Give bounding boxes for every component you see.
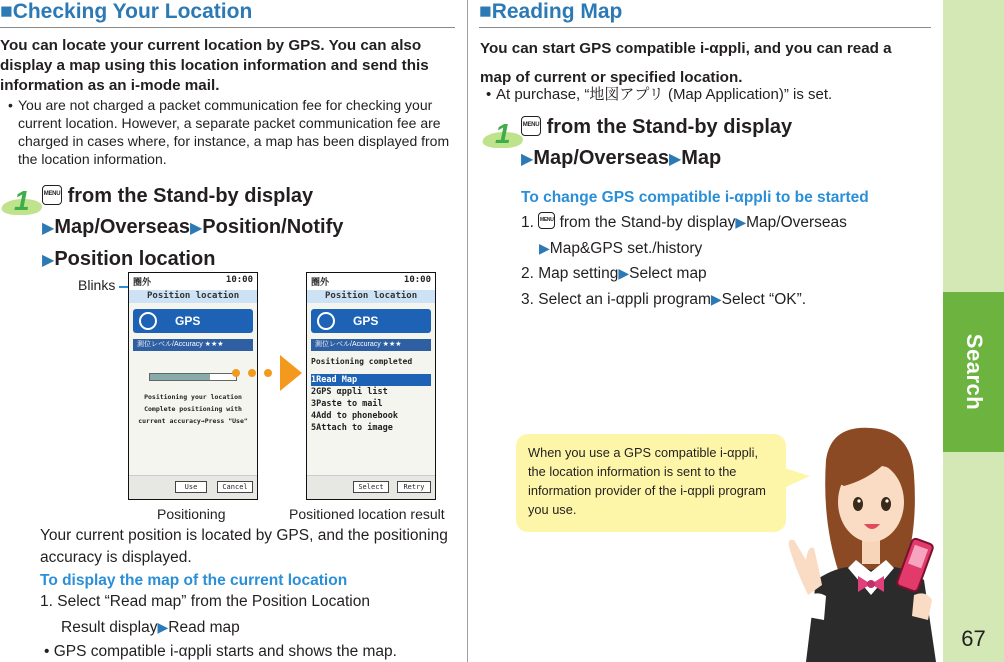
heading-square-icon: ■ xyxy=(0,0,13,23)
step-menu-position-location: Position location xyxy=(54,248,216,270)
phone-title-bar: Position location xyxy=(129,290,257,303)
select-softkey[interactable]: Select xyxy=(353,481,389,493)
section-tab-search[interactable] xyxy=(943,292,1004,452)
left-intro: You can locate your current location by GPS. You can also display a map using this location information and send this information as an i-mode mail. xyxy=(0,37,429,94)
step-menu-position-notify: Position/Notify xyxy=(202,216,344,238)
section-tab-label: Search xyxy=(961,333,987,411)
step-badge-left xyxy=(2,185,42,219)
step-line-1: from the Stand-by display xyxy=(546,116,793,138)
arrow-right-icon: ▶ xyxy=(710,290,722,307)
sub-step-2-select-map: Select map xyxy=(629,265,707,282)
heading-square-icon: ■ xyxy=(479,0,492,23)
msg-line-1: Positioning your location xyxy=(144,393,242,401)
msg-line-2: Complete positioning with xyxy=(144,405,242,413)
sub-step-1-read-map: Read map xyxy=(168,618,240,636)
bullet-dot-icon: • xyxy=(8,97,13,113)
sub-step-2-text: 2. Map setting xyxy=(521,265,619,282)
bullet-dot-icon: • xyxy=(486,86,492,103)
result-menu xyxy=(311,374,431,434)
cancel-softkey[interactable]: Cancel xyxy=(217,481,253,493)
blinks-label: Blinks xyxy=(78,277,116,293)
left-step-instructions xyxy=(42,181,462,276)
gps-banner-text: GPS xyxy=(353,314,379,328)
guide-character-illustration xyxy=(786,420,944,662)
menu-item-attach-to-image[interactable]: 5Attach to image xyxy=(311,423,393,433)
arrow-right-icon: ▶ xyxy=(189,220,203,237)
retry-softkey[interactable]: Retry xyxy=(397,481,431,493)
arrow-right-icon: ▶ xyxy=(668,151,682,168)
progress-fill xyxy=(150,374,210,380)
globe-icon xyxy=(139,312,157,330)
bullet-dot-icon: • xyxy=(44,643,54,660)
arrow-right-icon: ▶ xyxy=(539,239,550,256)
phone-screen-result xyxy=(306,272,436,500)
sub-step-1: 1. Select “Read map” from the Position Location xyxy=(40,593,370,610)
arrow-right-icon: ▶ xyxy=(157,618,169,635)
phone-status-bar xyxy=(307,273,435,290)
right-note-text: At purchase, “地図アプリ (Map Application)” is set. xyxy=(496,86,833,103)
positioning-progress-bar xyxy=(149,373,237,381)
accuracy-indicator: 測位レベル/Accuracy ★★★ xyxy=(311,339,431,351)
dotted-arrow-icon xyxy=(232,353,304,393)
tip-bubble: When you use a GPS compatible i-αppli, the location information is sent to the information provider of the i-αppli program you use. xyxy=(516,434,786,532)
index-tab xyxy=(943,0,1004,662)
right-section-heading xyxy=(479,0,931,28)
result-description: Your current position is located by GPS, and the positioning accuracy is displayed. xyxy=(40,527,448,566)
clock: 10:00 xyxy=(403,275,431,285)
right-step-instructions xyxy=(521,112,931,175)
accuracy-indicator: 測位レベル/Accuracy ★★★ xyxy=(133,339,253,351)
right-heading-text: Reading Map xyxy=(491,0,623,23)
step-menu-map: Map xyxy=(681,147,722,169)
gps-banner-text: GPS xyxy=(175,314,201,328)
sub-step-3-ok: Select “OK”. xyxy=(721,290,807,308)
caption-result: Positioned location result xyxy=(289,506,445,522)
left-note-text: You are not charged a packet communication fee for checking your current location. However, a separate packet communication fee are charged in cases where, for instance, a map has been displayed from the location information. xyxy=(18,97,450,167)
left-sub-steps xyxy=(40,590,465,662)
sub-step-3-text: 3. Select an i-αppli program xyxy=(521,290,711,308)
page-number: 67 xyxy=(961,626,986,651)
column-divider xyxy=(467,0,468,662)
menu-key-icon: MENU xyxy=(521,116,541,136)
step-menu-map-overseas: Map/Overseas xyxy=(533,147,669,169)
signal-status: 圈外 xyxy=(133,278,152,288)
left-section-heading xyxy=(0,0,455,28)
positioning-completed-text: Positioning completed xyxy=(311,357,413,366)
clock: 10:00 xyxy=(225,275,253,285)
right-sub-steps xyxy=(521,210,931,312)
step-number: 1 xyxy=(14,185,30,216)
use-softkey[interactable]: Use xyxy=(175,481,207,493)
arrow-right-icon: ▶ xyxy=(42,252,55,269)
signal-status: 圈外 xyxy=(311,278,330,288)
menu-key-icon: MENU xyxy=(538,212,555,229)
left-sub-heading: To display the map of the current location xyxy=(40,572,348,589)
msg-line-3: current accuracy→Press "Use" xyxy=(138,417,248,425)
phone-title-bar: Position location xyxy=(307,290,435,303)
step-line-1: from the Stand-by display xyxy=(67,185,314,207)
step-number: 1 xyxy=(495,118,511,149)
sub-step-1-num: 1. xyxy=(521,214,534,231)
menu-item-add-to-phonebook[interactable]: 4Add to phonebook xyxy=(311,411,398,421)
sub-step-1-cont: Result display xyxy=(61,618,158,636)
sub-step-1-map-overseas: Map/Overseas xyxy=(746,214,847,231)
step-badge-right xyxy=(483,118,523,152)
arrow-right-icon: ▶ xyxy=(735,214,747,230)
menu-item-paste-to-mail[interactable]: 3Paste to mail xyxy=(311,399,383,409)
gps-banner xyxy=(133,309,253,333)
gps-banner xyxy=(311,309,431,333)
right-note xyxy=(486,86,926,104)
menu-item-read-map[interactable]: 1Read Map xyxy=(311,374,431,386)
globe-icon xyxy=(317,312,335,330)
left-note xyxy=(8,96,458,168)
left-heading-text: Checking Your Location xyxy=(12,0,253,23)
right-sub-heading: To change GPS compatible i-αppli to be started xyxy=(521,189,869,206)
sub-step-1-history: Map&GPS set./history xyxy=(549,239,703,257)
caption-positioning: Positioning xyxy=(157,506,226,522)
transition-arrow xyxy=(232,353,304,398)
step-menu-map-overseas: Map/Overseas xyxy=(54,216,190,238)
phone-status-bar xyxy=(129,273,257,290)
phone-softkey-bar xyxy=(129,475,257,499)
phone-softkey-bar xyxy=(307,475,435,499)
right-intro: You can start GPS compatible i-αppli, and you can read a map of current or specified location. xyxy=(480,40,892,86)
menu-key-icon: MENU xyxy=(42,185,62,205)
arrow-right-icon: ▶ xyxy=(521,151,534,168)
sub-step-1-text: from the Stand-by display xyxy=(559,214,736,231)
arrow-right-icon: ▶ xyxy=(42,220,55,237)
arrow-right-icon: ▶ xyxy=(618,265,630,281)
menu-item-gps-appli-list[interactable]: 2GPS αppli list xyxy=(311,387,388,397)
sub-step-note: GPS compatible i-αppli starts and shows the map. xyxy=(53,643,397,660)
